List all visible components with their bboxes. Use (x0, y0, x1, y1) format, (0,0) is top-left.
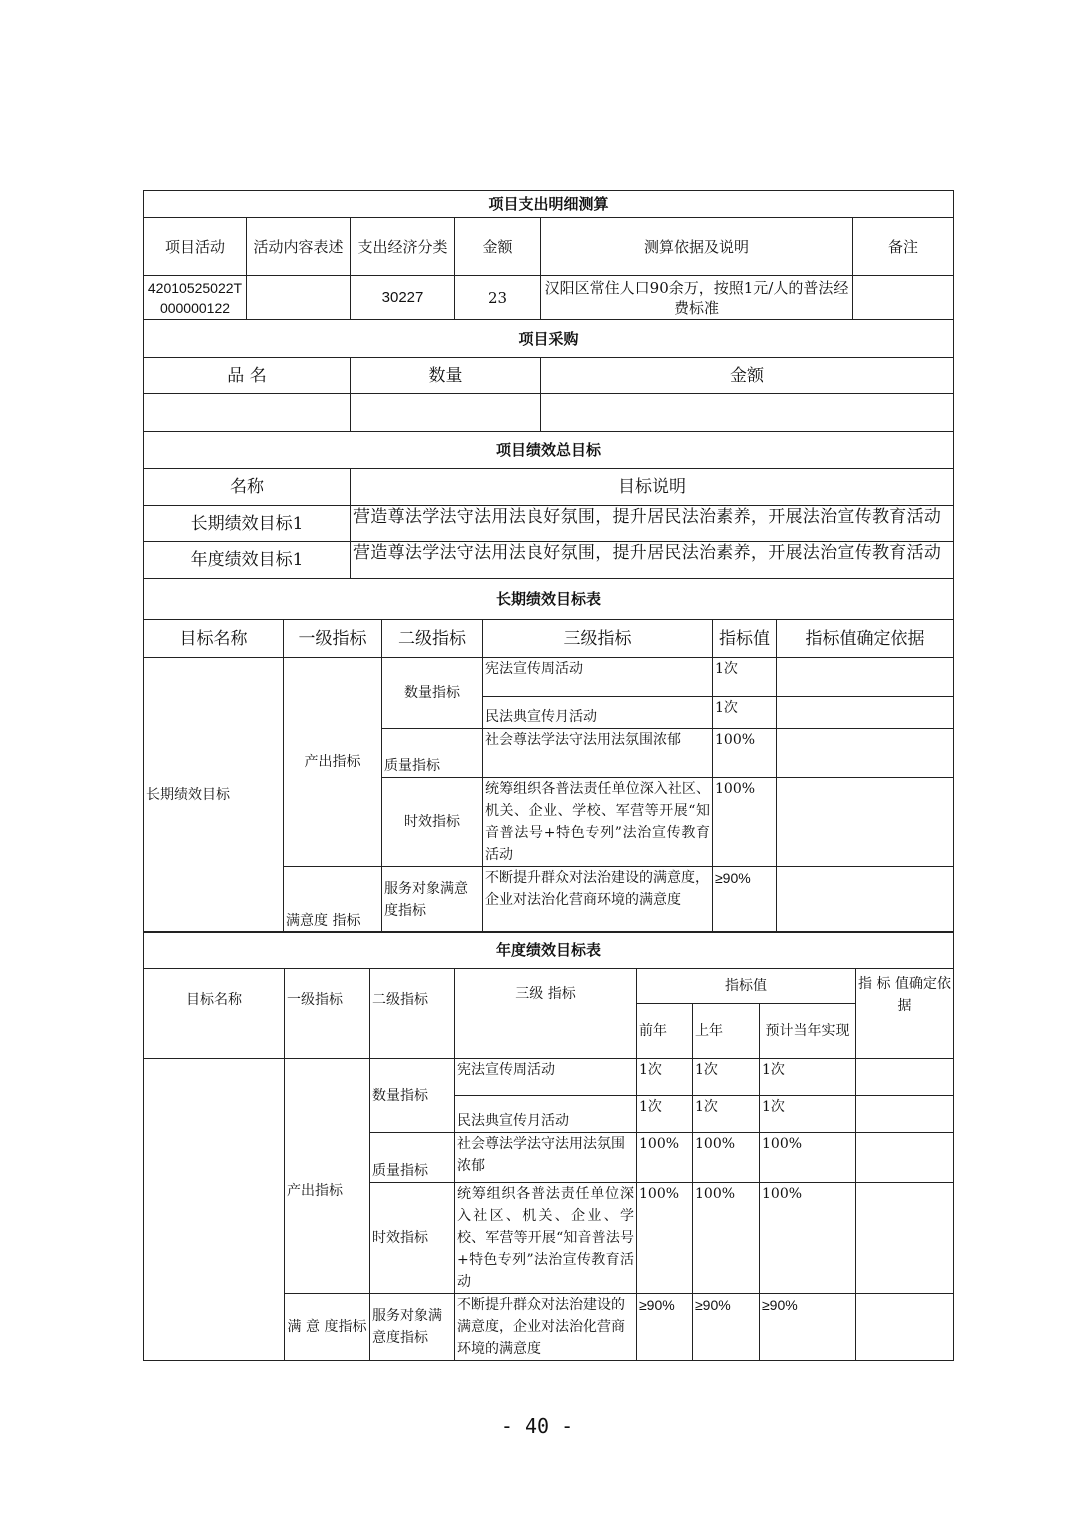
an-row4-prev: 100% (637, 1183, 693, 1294)
annual-goal-name: 年度绩效目标1 (144, 542, 351, 579)
an-row5-last: ≥90% (693, 1294, 760, 1361)
overall-goal-table (143, 431, 954, 579)
an-row5-prev: ≥90% (637, 1294, 693, 1361)
lt-quantity-label: 数量指标 (382, 658, 483, 729)
detail-calc-table (143, 190, 954, 320)
an-row2-basis (856, 1096, 954, 1133)
annual-goal-desc: 营造尊法学法守法用法良好氛围，提升居民法治素养，开展法治宣传教育活动 (351, 542, 954, 579)
lt-row2-third: 民法典宣传月活动 (483, 697, 713, 729)
lt-service-label: 服务对象满意度指标 (382, 867, 483, 933)
an-header-prev-year: 前年 (637, 1004, 693, 1059)
an-row5-basis (856, 1294, 954, 1361)
an-header-basis: 指 标 值确定依据 (856, 969, 954, 1059)
an-goal-cell (144, 1059, 285, 1361)
procurement-title: 项目采购 (144, 320, 954, 358)
an-row3-prev: 100% (637, 1133, 693, 1183)
lt-row1-third: 宪法宣传周活动 (483, 658, 713, 697)
an-row4-last: 100% (693, 1183, 760, 1294)
lt-row4-basis (777, 778, 954, 867)
procurement-header-name: 品 名 (144, 358, 351, 394)
an-header-last-year: 上年 (693, 1004, 760, 1059)
lt-quality-label: 质量指标 (382, 729, 483, 778)
annual-title: 年度绩效目标表 (144, 932, 954, 969)
header-remark: 备注 (853, 218, 954, 276)
lt-row5-third: 不断提升群众对法治建设的满意度，企业对法治化营商环境的满意度 (483, 867, 713, 933)
an-row3-last: 100% (693, 1133, 760, 1183)
an-row3-third: 社会尊法学法守法用法氛围浓郁 (455, 1133, 637, 1183)
detail-calc-title: 项目支出明细测算 (144, 191, 954, 218)
header-amount: 金额 (455, 218, 541, 276)
header-content: 活动内容表述 (247, 218, 351, 276)
lt-header-level2: 二级指标 (382, 620, 483, 658)
lt-row4-value: 100% (713, 778, 777, 867)
an-header-expected: 预计当年实现 (760, 1004, 856, 1059)
header-econ-class: 支出经济分类 (351, 218, 455, 276)
overall-header-name: 名称 (144, 469, 351, 506)
activity-content (247, 276, 351, 320)
procurement-header-qty: 数量 (351, 358, 541, 394)
an-row1-last: 1次 (693, 1059, 760, 1096)
long-term-title: 长期绩效目标表 (144, 579, 954, 620)
lt-header-level3: 三级指标 (483, 620, 713, 658)
an-output-label: 产出指标 (285, 1059, 370, 1294)
econ-class-value: 30227 (351, 276, 455, 320)
an-row2-expected: 1次 (760, 1096, 856, 1133)
overall-header-desc: 目标说明 (351, 469, 954, 506)
lt-row1-value: 1次 (713, 658, 777, 697)
an-row1-expected: 1次 (760, 1059, 856, 1096)
lt-header-level1: 一级指标 (284, 620, 382, 658)
an-header-level3: 三级 指标 (455, 969, 637, 1059)
lt-header-basis: 指标值确定依据 (777, 620, 954, 658)
an-row2-last: 1次 (693, 1096, 760, 1133)
procurement-header-amount: 金额 (541, 358, 954, 394)
lt-satisfaction-label: 满意度 指标 (284, 867, 382, 933)
an-row5-expected: ≥90% (760, 1294, 856, 1361)
an-service-label: 服务对象满意度指标 (370, 1294, 455, 1361)
basis-text: 汉阳区常住人口90余万，按照1元/人的普法经费标准 (541, 276, 853, 320)
an-row4-expected: 100% (760, 1183, 856, 1294)
an-header-value: 指标值 (637, 969, 856, 1004)
remark-value (853, 276, 954, 320)
an-header-goal: 目标名称 (144, 969, 285, 1059)
an-row3-expected: 100% (760, 1133, 856, 1183)
lt-row2-basis (777, 697, 954, 729)
an-quality-label: 质量指标 (370, 1133, 455, 1183)
an-row2-prev: 1次 (637, 1096, 693, 1133)
procurement-table (143, 319, 954, 432)
lt-row3-basis (777, 729, 954, 778)
an-row1-basis (856, 1059, 954, 1096)
long-term-goal-desc: 营造尊法学法守法用法良好氛围，提升居民法治素养，开展法治宣传教育活动 (351, 506, 954, 542)
header-activity: 项目活动 (144, 218, 247, 276)
an-row4-third: 统筹组织各普法责任单位深入社区、机关、企业、学校、军营等开展“知音普法号+特色专列”法治宣传教育活动 (455, 1183, 637, 1294)
an-header-level2: 二级指标 (370, 969, 455, 1059)
lt-row3-third: 社会尊法学法守法用法氛围浓郁 (483, 729, 713, 778)
lt-row5-basis (777, 867, 954, 933)
procurement-name-cell (144, 394, 351, 432)
an-timeliness-label: 时效指标 (370, 1183, 455, 1294)
lt-row1-basis (777, 658, 954, 697)
lt-output-label: 产出指标 (284, 658, 382, 867)
an-row2-third: 民法典宣传月活动 (455, 1096, 637, 1133)
an-row4-basis (856, 1183, 954, 1294)
lt-header-goal: 目标名称 (144, 620, 284, 658)
an-row1-third: 宪法宣传周活动 (455, 1059, 637, 1096)
procurement-amount-cell (541, 394, 954, 432)
annual-table (143, 931, 954, 1361)
lt-row2-value: 1次 (713, 697, 777, 729)
header-basis: 测算依据及说明 (541, 218, 853, 276)
long-term-goal-name: 长期绩效目标1 (144, 506, 351, 542)
long-term-table (143, 578, 954, 933)
activity-code: 42010525022T000000122 (144, 276, 247, 320)
lt-row4-third: 统筹组织各普法责任单位深入社区、机关、企业、学校、军营等开展“知音普法号+特色专列”法治宣传教育活动 (483, 778, 713, 867)
lt-goal-name: 长期绩效目标 (144, 658, 284, 933)
an-row1-prev: 1次 (637, 1059, 693, 1096)
an-row5-third: 不断提升群众对法治建设的满意度，企业对法治化营商环境的满意度 (455, 1294, 637, 1361)
an-satisfaction-label: 满 意 度指标 (285, 1294, 370, 1361)
an-header-level1: 一级指标 (285, 969, 370, 1059)
lt-row3-value: 100% (713, 729, 777, 778)
overall-goal-title: 项目绩效总目标 (144, 432, 954, 469)
lt-timeliness-label: 时效指标 (382, 778, 483, 867)
amount-value: 23 (455, 276, 541, 320)
lt-header-value: 指标值 (713, 620, 777, 658)
page-number: - 40 - (500, 1414, 574, 1438)
procurement-qty-cell (351, 394, 541, 432)
an-row3-basis (856, 1133, 954, 1183)
lt-row5-value: ≥90% (713, 867, 777, 933)
an-quantity-label: 数量指标 (370, 1059, 455, 1133)
